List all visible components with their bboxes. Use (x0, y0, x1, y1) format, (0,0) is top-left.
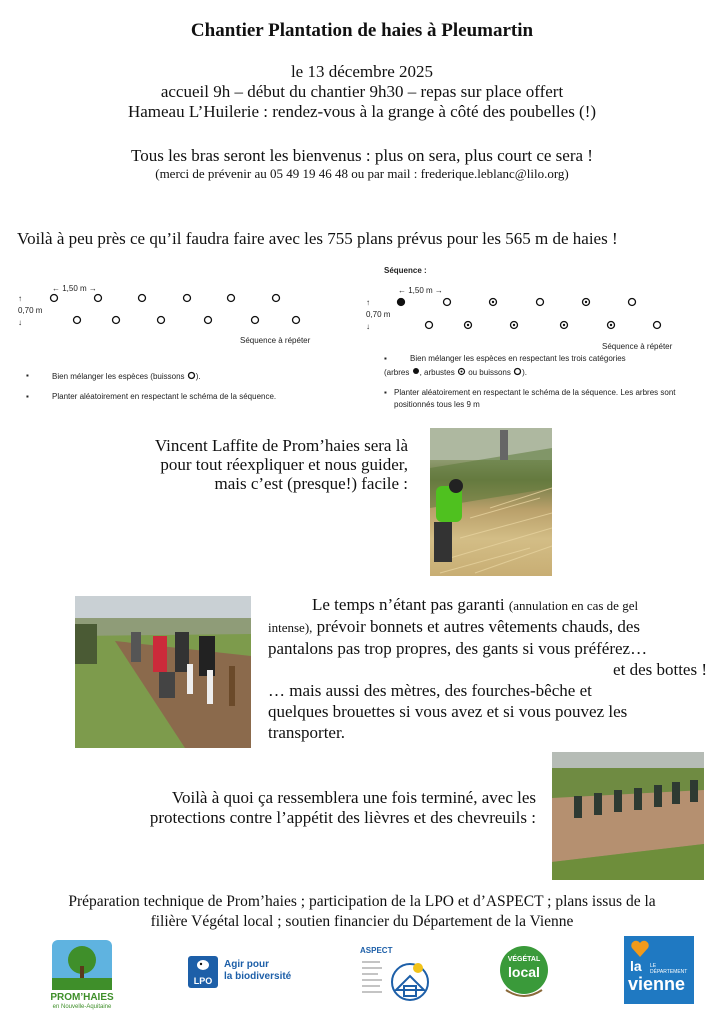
plan-intro: Voilà à peu près ce qu’il faudra faire avec les 755 plans prévus pour les 565 m de haies ! (17, 229, 618, 248)
arrow-up-icon: ↑ (18, 294, 22, 303)
vienne-logo-text: LE DÉPARTEMENT (650, 963, 688, 975)
photo-planting-work-illustration (430, 428, 552, 576)
shrub-icon (74, 317, 81, 324)
vienne-logo-text: vienne (628, 974, 686, 994)
bird-icon (195, 959, 211, 971)
weather-line4: et des bottes ! (613, 660, 707, 679)
weather-line1: Le temps n’étant pas garanti (annulation en cas de gel (312, 595, 639, 614)
shrub-icon (228, 295, 235, 302)
page-title: Chantier Plantation de haies à Pleumartin (190, 20, 534, 41)
promhaies-logo-icon (42, 936, 122, 992)
guide-line: Vincent Laffite de Prom’haies sera là (154, 436, 408, 455)
lpo-tagline: Agir pour (224, 959, 269, 970)
photo-planting-work (430, 428, 552, 576)
guide-line: mais c’est (presque!) facile : (214, 474, 408, 493)
event-date: le 13 décembre 2025 (290, 62, 434, 81)
shrub-icon (513, 367, 522, 376)
sequence-label: Séquence à répéter (602, 342, 673, 351)
result-line: protections contre l’appétit des lièvres et des chevreuils : (149, 808, 536, 827)
arbust-icon (457, 367, 466, 376)
vienne-logo (624, 936, 694, 1004)
aspect-logo (360, 946, 440, 1004)
planting-diagram-sequence (364, 266, 722, 416)
contact-text: (merci de prévenir au 05 49 19 46 48 ou par mail : frederique.leblanc@lilo.org) (155, 166, 569, 181)
lpo-logo-mark: LPO (188, 956, 218, 988)
guide-text (80, 436, 408, 493)
vegetal-logo-text: VÉGÉTAL (507, 956, 541, 963)
lpo-logo (188, 956, 308, 990)
shrub-icon (252, 317, 259, 324)
bullet-text: Bien mélanger les espèces (buissons ). (52, 372, 201, 381)
shrub-icon (273, 295, 280, 302)
shrub-icon (113, 317, 120, 324)
spacing-horizontal-label: ← 1,50 m → (52, 284, 97, 293)
lpo-tagline: la biodiversité (224, 971, 292, 982)
bullet-text-line2: (arbres , arbustes ou buissons ). (384, 368, 528, 377)
credits-line: filière Végétal local ; soutien financier du Département de la Vienne (150, 913, 574, 930)
weather-text (268, 594, 724, 743)
bullet-icon: ▪ (384, 388, 387, 397)
heart-icon (630, 940, 650, 958)
shrub-icon (444, 299, 451, 306)
event-schedule: accueil 9h – début du chantier 9h30 – repas sur place offert (160, 82, 564, 101)
aspect-logo-text: ASPECT (360, 946, 393, 955)
bullet-text-line2: positionnés tous les 9 m (394, 400, 480, 409)
bullet-icon: ▪ (384, 354, 387, 363)
vegetal-logo-text: local (508, 964, 540, 980)
shrub-icon (537, 299, 544, 306)
weather-line6: quelques brouettes si vous avez et si vous pouvez les (268, 702, 628, 721)
credits (0, 892, 724, 932)
sequence-grid (364, 266, 722, 338)
shrub-icon (426, 322, 433, 329)
promhaies-logo-subtext: en Nouvelle-Aquitaine (52, 1004, 112, 1010)
photo-finished-hedge-illustration (552, 752, 704, 880)
vienne-logo-text: la (630, 958, 642, 974)
bullet-icon: ▪ (26, 392, 29, 401)
planting-diagram-simple (18, 280, 348, 410)
shrub-icon (629, 299, 636, 306)
credits-line: Préparation technique de Prom’haies ; participation de la LPO et d’ASPECT ; plans issus de la (68, 893, 656, 910)
weather-line5: … mais aussi des mètres, des fourches-bêche et (268, 681, 592, 700)
shrub-icon (205, 317, 212, 324)
weather-line2: intense), prévoir bonnets et autres vêtements chauds, des (268, 617, 641, 636)
shrub-icon (293, 317, 300, 324)
shrub-icon (139, 295, 146, 302)
guide-line: pour tout réexpliquer et nous guider, (160, 455, 408, 474)
arrow-down-icon: ↓ (18, 318, 22, 327)
sequence-heading: Séquence : (384, 266, 427, 275)
shrub-icon (654, 322, 661, 329)
shrub-icon (51, 295, 58, 302)
shrub-icon (95, 295, 102, 302)
tree-icon (412, 367, 420, 375)
vegetal-local-logo (496, 944, 552, 1000)
photo-finished-hedge (552, 752, 704, 880)
bullet-text: Bien mélanger les espèces en respectant les trois catégories (410, 354, 626, 363)
spacing-horizontal-label: ← 1,50 m → (398, 286, 443, 295)
result-text (40, 788, 536, 828)
aspect-logo-icon (360, 956, 440, 1004)
weather-line7: transporter. (268, 723, 345, 742)
spacing-vertical-label: 0,70 m (18, 306, 43, 315)
sequence-label: Séquence à répéter (240, 336, 311, 345)
weather-line3: pantalons pas trop propres, des gants si vous préférez… (268, 639, 648, 658)
promhaies-logo-text: PROM’HAIES (50, 992, 114, 1003)
shrub-icon (187, 371, 196, 380)
bullet-icon: ▪ (26, 371, 29, 380)
shrub-icon (184, 295, 191, 302)
arrow-down-icon: ↓ (366, 322, 370, 331)
bullet-text: Planter aléatoirement en respectant le schéma de la séquence. Les arbres sont (394, 388, 676, 397)
shrub-icon (158, 317, 165, 324)
event-location: Hameau L’Huilerie : rendez-vous à la grange à côté des poubelles (!) (127, 102, 597, 121)
spacing-vertical-label: 0,70 m (366, 310, 391, 319)
result-line: Voilà à quoi ça ressemblera une fois terminé, avec les (171, 788, 536, 807)
photo-volunteers (75, 596, 251, 748)
welcome-text: Tous les bras seront les bienvenus : plus on sera, plus court ce sera ! (131, 146, 593, 165)
photo-volunteers-illustration (75, 596, 251, 748)
promhaies-logo (42, 936, 122, 1016)
tree-icon (398, 299, 405, 306)
bullet-text: Planter aléatoirement en respectant le schéma de la séquence. (52, 392, 277, 401)
arrow-up-icon: ↑ (366, 298, 370, 307)
